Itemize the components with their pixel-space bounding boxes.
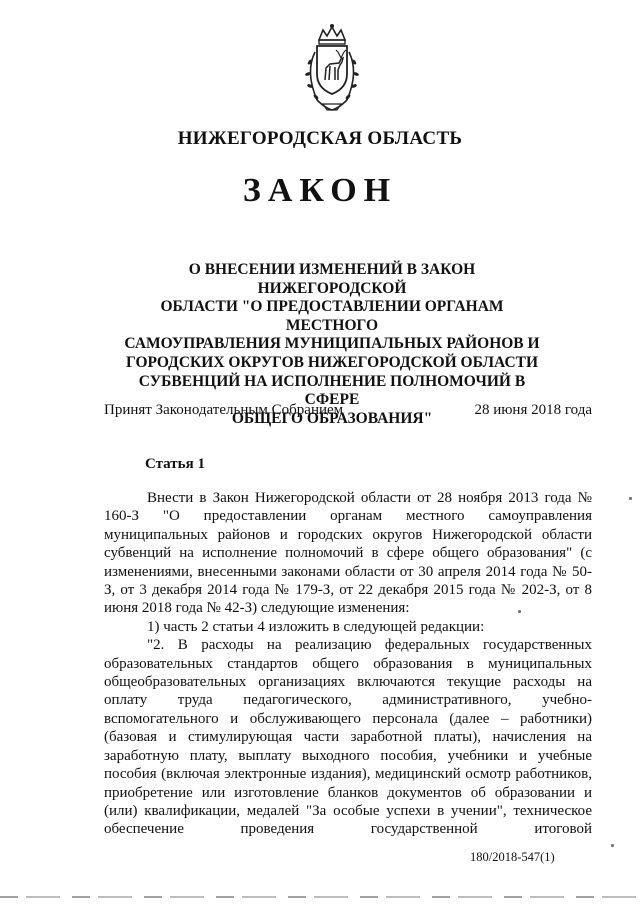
document-number: 180/2018-547(1) [470,850,555,864]
scan-dot [518,610,521,613]
adoption-date: 28 июня 2018 года [474,402,592,418]
article-paragraph: Внести в Закон Нижегородской области от 28 ноября 2013 года № 160-З "О предоставлении органам местного самоуправления муниципальных районов и городских округов Нижегородской области субвенций на исполнение полномочий в сфере общего образования" (с изменениями, внесенными законами области от 30 апреля 2014 года № 50-З, от 3 декабря 2014 года № 179-З, от 22 декабря 2015 года № 202-З, от 8 июня 2018 года № 42-З) следующие изменения: [104,490,592,617]
article-paragraph: 1) часть 2 статьи 4 изложить в следующей редакции: [147,618,485,635]
article-heading: Статья 1 [145,456,205,472]
adoption-line [104,402,592,419]
law-title-line: ОБЛАСТИ "О ПРЕДОСТАВЛЕНИИ ОРГАНАМ МЕСТНОГО [160,298,504,334]
coat-of-arms-icon [297,22,367,114]
article-body [104,489,592,839]
region-name: НИЖЕГОРОДСКАЯ ОБЛАСТЬ [177,128,463,149]
law-title-line: СУБВЕНЦИЙ НА ИСПОЛНЕНИЕ ПОЛНОМОЧИЙ В СФЕРЕ [138,372,526,409]
law-title-line: ОБЩЕГО ОБРАЗОВАНИЯ" [231,409,433,427]
article-paragraph: "2. В расходы на реализацию федеральных государственных образовательных стандартов общего образования в муниципальных общеобразовательных организациях включаются текущие расходы на оплату труда педагогического, административного, учебно-вспомогательного и обслуживающего персонала (далее – работники) (базовая и стимулирующая части заработной платы), начисления на заработную плату, выплату выходного пособия, учебники и учебные пособия (включая электронные издания), медицинский осмотр работников, приобретение или изготовление бланков документов об образовании и (или) квалификации, медалей "За особые успехи в учении", техническое обеспечение проведения государственной итоговой [104,637,592,838]
adopted-by: Принят Законодательным Собранием [104,402,344,418]
scan-edge-line [0,896,640,898]
scan-dot [629,497,632,500]
document-type: ЗАКОН [242,172,398,209]
law-title-line: О ВНЕСЕНИИ ИЗМЕНЕНИЙ В ЗАКОН НИЖЕГОРОДСКОЙ [188,261,476,297]
law-title-line: САМОУПРАВЛЕНИЯ МУНИЦИПАЛЬНЫХ РАЙОНОВ И [124,335,540,353]
law-title-line: ГОРОДСКИХ ОКРУГОВ НИЖЕГОРОДСКОЙ ОБЛАСТИ [125,353,539,371]
scan-dot [611,844,614,847]
